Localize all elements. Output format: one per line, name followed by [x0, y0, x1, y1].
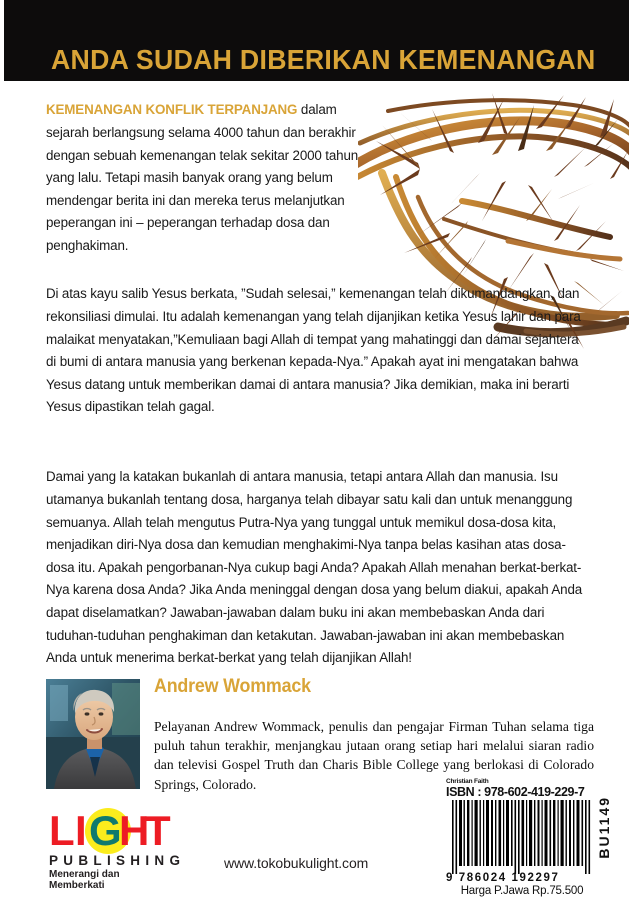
publisher-word: PUBLISHING: [49, 853, 186, 868]
publisher-tagline: Menerangi dan Memberkati: [49, 869, 120, 891]
author-name: Andrew Wommack: [154, 676, 311, 697]
light-logo-mark: [49, 807, 186, 891]
logo-letter-i: I: [75, 807, 87, 854]
paragraph-intro: [46, 99, 376, 257]
logo-letter-t: T: [145, 807, 171, 854]
paragraph-leadin: KEMENANGAN KONFLIK TERPANJANG: [46, 102, 298, 118]
isbn-barcode-block: [438, 778, 629, 909]
ean13-barcode: [446, 800, 596, 874]
author-portrait-photo: [46, 679, 140, 789]
author-bio: Pelayanan Andrew Wommack, penulis dan pengajar Firman Tuhan selama tiga puluh tahun terakhir, menjangkau jutaan orang setiap hari melalui siaran radio dan televisi Gospel Truth dan Charis Bible College yang berlokasi di Colorado Springs, Colorado.: [154, 718, 594, 792]
isbn-number: ISBN : 978-602-419-229-7: [446, 785, 585, 799]
paragraph-intro-text: dalam sejarah berlangsung selama 4000 tahun dan berakhir dengan sebuah kemenangan telak sekitar 2000 tahun yang lalu. Tetapi masih banyak orang yang belum mendengar berita ini dan mereka terus melanjutkan peperangan ini – peperangan terhadap dosa dan penghakiman.: [46, 102, 359, 253]
paragraph-peace: Damai yang la katakan bukanlah di antara manusia, tetapi antara Allah dan manusia. Isu utamanya bukanlah tentang dosa, harganya telah dibayar satu kali dan untuk menanggung semuanya. Allah telah mengutus Putra-Nya yang tunggal untuk memikul dosa-dosa kita, menjadikan diri-Nya dosa dan kemudian menghakimi-Nya tanpa belas kasihan atas dosa-dosa itu. Apakah pengorbanan-Nya cukup bagi Anda? Apakah Allah menahan berkat-berkat-Nya karena dosa Anda? Jika Anda meninggal dengan dosa yang belum diakui, apakah Anda dapat diselamatkan? Jawaban-jawaban dalam buku ini akan membebaskan Anda dari tuduhan-tuduhan penghakiman dan ketakutan. Jawaban-jawaban ini akan membebaskan Anda untuk menerima berkat-berkat yang telah dijanjikan Allah!: [46, 469, 583, 666]
logo-letter-l: L: [49, 807, 75, 854]
isbn-category-label: Christian Faith: [446, 778, 489, 785]
page-title: ANDA SUDAH DIBERIKAN KEMENANGAN: [51, 44, 596, 76]
stock-code: BU1149: [596, 796, 612, 859]
paragraph-cross: Di atas kayu salib Yesus berkata, ”Sudah selesai,” kemenangan telah dikumandangkan, dan rekonsiliasi dimulai. Itu adalah kemenangan yang telah dijanjikan ketika Yesus lahir dan para malaikat menyatakan,”Kemuliaan bagi Allah di tempat yang mahatinggi dan damai sejahtera di bumi di antara manusia yang berkenan kepada-Nya.” Apakah ayat ini mengatakan bahwa Yesus datang untuk memberikan damai di antara manusia? Jika demikian, maka ini berarti Yesus dipastikan telah gagal.: [46, 286, 581, 415]
logo-letter-g: G: [89, 807, 122, 854]
publisher-website[interactable]: www.tokobukulight.com: [224, 855, 369, 871]
logo-letter-h: H: [119, 807, 150, 854]
price-label: Harga P.Jawa Rp.75.500: [460, 885, 584, 897]
publisher-logo: [49, 807, 186, 891]
barcode-digits: 9 786024 192297: [446, 872, 560, 884]
header-bar: [4, 0, 629, 81]
